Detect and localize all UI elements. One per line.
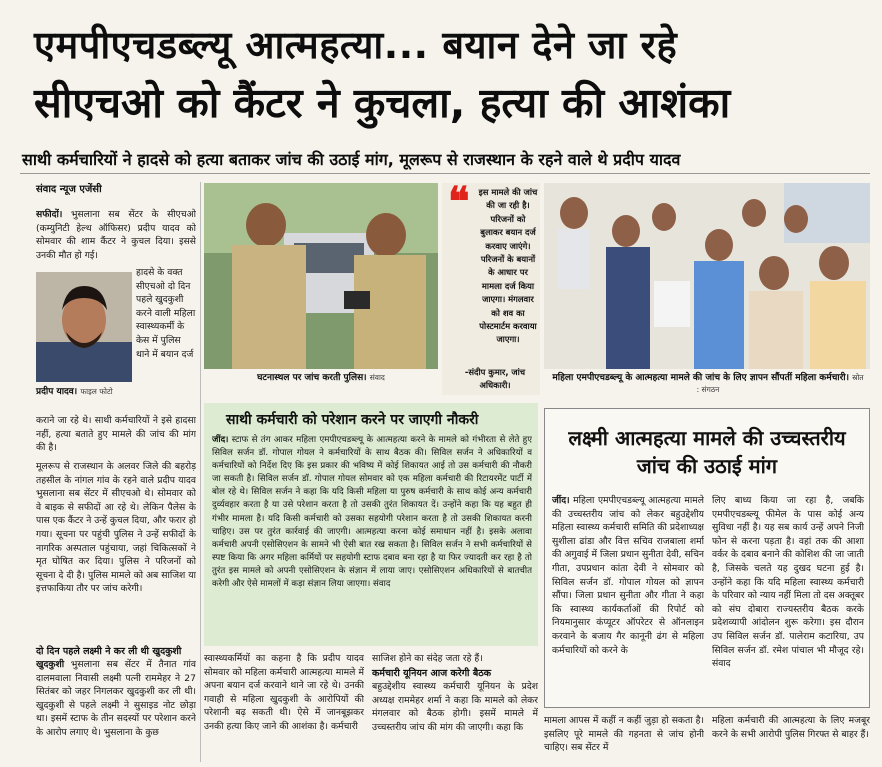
green-box-text: स्टाफ से तंग आकर महिला एमपीएचडब्ल्यू के आत्महत्या करने के मामले को गंभीरता से लेते हुए सिविल सर्जन डॉ. गोपाल गोयल ने कर्मचारियों के साथ बैठक की। सिविल सर्जन ने अधिकारियों व कर्मचारियों को निर्देश दिए कि इस प्रकार की भविष्य में कोई शिकायत आई तो उस कर्मचारी की नौकरी जा सकती है। सिविल सर्जन डॉ. गोपाल गोयल सोमवार को एक महिला कर्मचारी की रिटायरमेंट पार्टी में बोल रहे थे। सिविल सर्जन ने कहा कि यदि किसी महिला या पुरुष कर्मचारी के साथ कोई अन्य कर्मचारी दुर्व्यवहार करता है या उसे परेशान करता है तो उसकी तुरंत शिकायत दें। उन्होंने कहा कि यह बहुत ही गंभीर मामला है। यदि किसी कर्मचारी को उसका सहयोगी परेशान करता है तो उसकी शिकायत करनी चाहिए। उस पर तुरंत कार्रवाई की जाएगी। आत्महत्या करना कोई समाधान नहीं है। इसके अलावा कर्मचारी अपनी एसोसिएशन के सामने भी ऐसी बात रख सकता है। सिविल सर्जन ने सभी कर्मचारियों से स्पष्ट किया कि अगर महिला कर्मियों पर सहयोगी स्टाफ दबाव बना रहा है या फिर ज्यादती कर रहा है तो तुरंत इस मामले को अपनी एसोसिएशन के संज्ञान में लाया जाए। एसोसिएशन अधिकारियों से बातचीत करेगी और ऐसे मामलों में कड़ा संज्ञान लिया जाएगा। [212,435,532,590]
dateline: सफीदों। [36,209,63,220]
portrait-image [36,272,132,382]
police-investigation-image [204,183,438,369]
memorandum-caption-source: स्रोत : संगठन [696,373,864,394]
column-divider-1 [200,182,201,762]
left-col-p3: खुदकुशी भुसलाना सब सेंटर में तैनात गांव दालमवाला निवासी लक्ष्मी पत्नी राममेहर ने 27 सितंबर को जहर निगलकर खुदकुशी कर ली थी। खुदकुशी से पहले लक्ष्मी ने सुसाइड नोट छोड़ा था। इसमें स्टाफ के तीन सदस्यों पर परेशान करने के आरोप लगाए थे। भुसलाना के कुछ [36,659,196,738]
right-box-col-2 [712,494,864,704]
headline-line-1: एमपीएचडब्ल्यू आत्महत्या... बयान देने जा रहे [34,23,678,67]
col3-bottom-top: साजिश होने का संदेह जता रहे हैं। [372,653,483,664]
quote-text: इस मामले की जांच की जा रही है। परिजनों को बुलाकर बयान दर्ज करवाए जाएंगे। परिजनों के बयानों के आधार पर मामला दर्ज किया जाएगा। मंगलवार को शव का पोस्टमार्टम करवाया जाएगा। [478,187,538,345]
pradeep-photo [36,272,132,382]
police-photo [204,183,438,369]
green-box-dateline: जींद। [212,435,229,445]
pradeep-photo-caption [36,386,132,398]
headline-subtitle: साथी कर्मचारियों ने हादसे को हत्या बताकर जांच की उठाई मांग, मूलरूप से राजस्थान के रहने वाले थे प्रदीप यादव [22,150,681,169]
memorandum-photo [544,183,870,369]
police-caption-source: संवाद [369,373,385,382]
police-caption-text: घटनास्थल पर जांच करती पुलिस। [257,373,367,383]
left-col-p1-rest: कराने जा रहे थे। साथी कर्मचारियों ने इसे हादसा नहीं, हत्या बताते हुए मामले की जांच की मांग की है। [36,415,196,454]
pradeep-caption-source: फाइल फोटो [80,387,113,396]
quote-mark-icon: ❝ [448,178,470,225]
right-box-dateline: जींद। [552,495,570,506]
right-box-heading: लक्ष्मी आत्महत्या मामले की उच्चस्तरीय जांच की उठाई मांग [568,426,846,478]
memorandum-photo-caption [550,372,866,396]
green-box-credit: संवाद [373,579,391,590]
left-col-p3-text: भुसलाना सब सेंटर में तैनात गांव दालमवाला निवासी लक्ष्मी पत्नी राममेहर ने 27 सितंबर को जहर निगलकर खुदकुशी कर ली थी। खुदकुशी से पहले लक्ष्मी ने सुसाइड नोट छोड़ा था। इसमें स्टाफ के तीन सदस्यों पर परेशान करने के आरोप लगाए थे। भुसलाना के कुछ [36,659,196,738]
police-photo-caption [204,372,438,384]
memorandum-caption-text: महिला एमपीएचडब्ल्यू के आत्महत्या मामले की जांच के लिए ज्ञापन सौंपतीं महिला कर्मचारी। [552,373,850,383]
col3-bottom-body: बहुउद्देशीय स्वास्थ्य कर्मचारी यूनियन के प्रदेश अध्यक्ष राममेहर शर्मा ने कहा कि मामले को लेकर मंगलवार को बैठक होगी। इसमें मामले में उच्चस्तरीय जांच की मांग की जाएगी। कहा कि [372,681,538,733]
left-col-wrap-text: हादसे के वक्त सीएचओ दो दिन पहले खुदकुशी करने वाली महिला स्वास्थ्यकर्मी के केस में पुलिस थाने में बयान दर्ज [136,267,196,360]
quote-attribution: -संदीप कुमार, जांच अधिकारी। [464,367,526,390]
bottom-right-col-1: मामला आपस में कहीं न कहीं जुड़ा हो सकता है। इसलिए पूरे मामले की गहनता से जांच होनी चाहिए। सब सेंटर में [544,715,704,754]
right-box-col-1-text: महिला एमपीएचडब्ल्यू आत्महत्या मामले की उच्चस्तरीय जांच को लेकर बहुउद्देशीय महिला स्वास्थ्य कर्मचारी समिति की प्रदेशाध्यक्ष सुशीला ढांडा और वित्त सचिव राजबाला शर्मा की अगुवाई में जिला प्रधान सुनीता देवी, सचिन गीता, उपप्रधान कांता देवी ने सोमवार को सिविल सर्जन डॉ. गोपाल गोयल को ज्ञापन सौंपा। जिला प्रधान सुनीता और गीता ने कहा कि स्वास्थ्य कार्यकर्ताओं की रिपोर्ट को नियमानुसार कंप्यूटर ऑपरेटर से ऑनलाइन करवाने के बजाय गैर कानूनी ढंग से महिला कर्मचारियों को करने के [552,495,704,656]
left-col-subhead: दो दिन पहले लक्ष्मी ने कर ली थी खुदकुशी [36,646,182,657]
col3-bottom-subhead: कर्मचारी यूनियन आज करेगी बैठक [372,668,492,679]
header-rule [20,173,870,174]
left-col-para-1 [36,208,196,264]
left-col-p2: मूलरूप से राजस्थान के अलवर जिले की बहरोड़ तहसील के नांगल गांव के रहने वाले प्रदीप यादव भुसलाना सब सेंटर में सीएचओ थे। सोमवार को वे बाइक से सफीदों आ रहे थे। लेकिन पैलेस के पास एक कैंटर ने उन्हें कुचल दिया, और फरार हो गया। सूचना पर पहुंची पुलिस ने उन्हें सफीदों के नागरिक अस्पताल पहुंचाया, जहां चिकित्सकों ने मृत घोषित कर दिया। पुलिस ने परिजनों को सूचना दे दी है। पुलिस मामले को अब साजिश या इत्तफाकिया तौर पर जांच करेगी। [36,461,196,595]
headline-line-2: सीएचओ को कैंटर ने कुचला, हत्या की आशंका [34,79,731,127]
bottom-right-col-2: महिला कर्मचारी की आत्महत्या के लिए मजबूर करने के सभी आरोपी पुलिस गिरफ्त से बाहर हैं। [712,715,870,740]
right-box-col-2-text: लिए बाध्य किया जा रहा है, जबकि एमपीएचडब्ल्यू फीमेल के पास कोई अन्य सुविधा नहीं है। यह सब कार्य उन्हें अपने निजी फोन से करना पड़ता है। वहां तक की आशा वर्कर के दबाव बनाने की कोशिश की जा जाती है, जिसके चलते यह दुखद घटना हुई है। उन्होंने कहा कि यदि महिला स्वास्थ्य कर्मचारी के परिवार को न्याय नहीं मिला तो दस अक्तूबर को संघ दोबारा राज्यस्तरीय बैठक करके प्रदेशव्यापी आंदोलन शुरू करेगा। इस दौरान उप सिविल सर्जन डॉ. पालेराम कटारिया, उप सिविल सर्जन डॉ. रमेश पांचाल भी मौजूद रहे। [712,495,864,656]
memorandum-handover-image [544,183,870,369]
byline: संवाद न्यूज एजेंसी [36,184,102,195]
green-box-body [212,434,532,642]
col2-bottom-text: स्वास्थ्यकर्मियों का कहना है कि प्रदीप यादव सोमवार को महिला कर्मचारी आत्महत्या मामले में अपना बयान दर्ज करवाने थाने जा रहे थे। उनकी गवाही से महिला खुदकुशी के आरोपियों की परेशानी बढ़ सकती थी। ऐसे में जानबूझकर उनकी हत्या किए जाने की आशंका है। कर्मचारी [204,653,364,732]
right-box-col-1 [552,494,704,704]
green-box-heading: साथी कर्मचारी को परेशान करने पर जाएगी नौकरी [226,412,479,428]
right-box-credit: संवाद [712,658,731,670]
left-col-p1: भुसलाना सब सेंटर के सीएचओ (कम्युनिटी हेल्थ ऑफिसर) प्रदीप यादव को सोमवार की शाम कैंटर ने कुचल दिया। इससे उनकी मौत हो गई। [36,209,196,261]
pradeep-caption-text: प्रदीप यादव। [36,387,78,397]
